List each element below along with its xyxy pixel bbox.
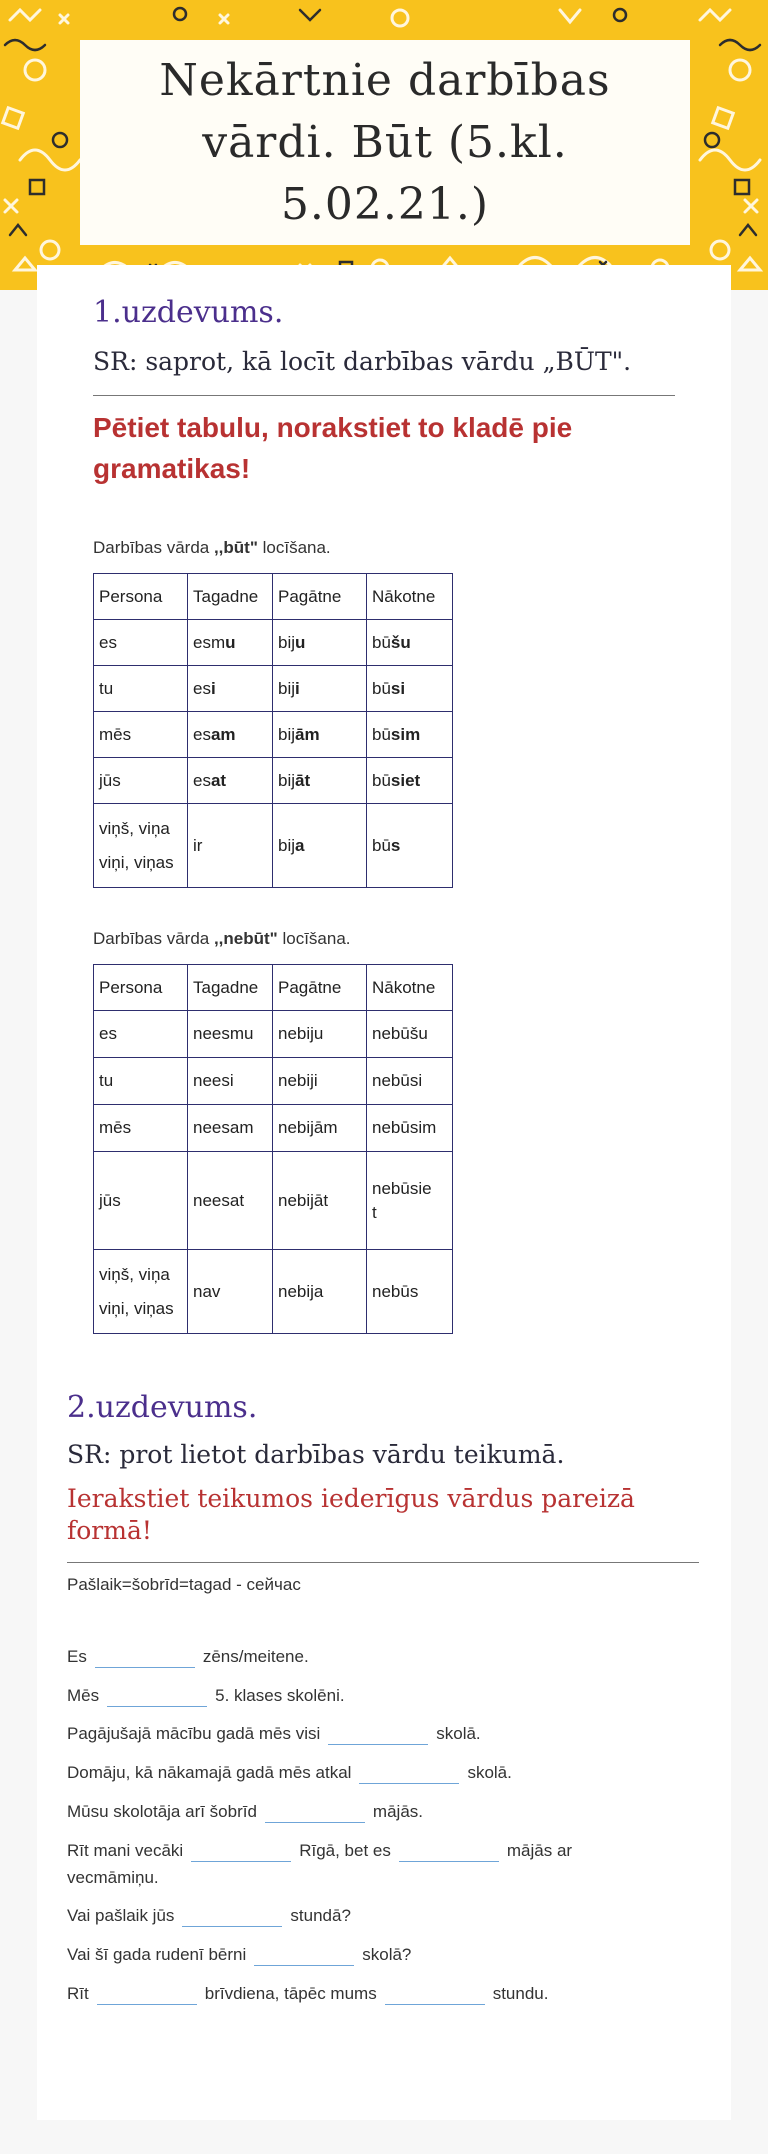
task2-instruction: Ierakstiet teikumos iederīgus vārdus pareizā formā! [67, 1484, 635, 1545]
cell-tagadne: neesmu [188, 1011, 273, 1058]
header-pagatne: Pagātne [273, 574, 367, 620]
cell-tagadne: neesam [188, 1105, 273, 1152]
answer-blank[interactable] [95, 1648, 195, 1668]
task1-instruction: Pētiet tabulu, norakstiet to kladē pie gramatikas! [93, 412, 573, 484]
cell-pagatne: bijāt [273, 758, 367, 804]
cell-nakotne: būs [367, 804, 453, 888]
cell-nakotne: nebūs [367, 1250, 453, 1334]
cell-persona: mēs [94, 1105, 188, 1152]
sentence-1: Es zēns/meitene. [67, 1647, 309, 1666]
sentence-5: Mūsu skolotāja arī šobrīd mājās. [67, 1802, 423, 1821]
header-pagatne: Pagātne [273, 965, 367, 1011]
answer-blank[interactable] [265, 1803, 365, 1823]
answer-blank[interactable] [182, 1907, 282, 1927]
answer-blank[interactable] [191, 1842, 291, 1862]
cell-nakotne: būsim [367, 712, 453, 758]
cell-pagatne: bijām [273, 712, 367, 758]
hint-text: Pašlaik=šobrīd=tagad - сейчас [67, 1575, 301, 1594]
header-nakotne: Nākotne [367, 965, 453, 1011]
table-header-row [94, 574, 453, 620]
sentence-2: Mēs 5. klases skolēni. [67, 1686, 345, 1705]
table-row [94, 758, 453, 804]
answer-blank[interactable] [385, 1985, 485, 2005]
cell-nakotne: būšu [367, 620, 453, 666]
cell-nakotne: būsiet [367, 758, 453, 804]
cell-persona: jūs [94, 758, 188, 804]
page-title: Nekārtnie darbības vārdi. Būt (5.kl. 5.02.21.) [159, 54, 611, 230]
header-nakotne: Nākotne [367, 574, 453, 620]
table-header-row [94, 965, 453, 1011]
cell-tagadne: ir [188, 804, 273, 888]
cell-pagatne: nebija [273, 1250, 367, 1334]
sentence-9: Rīt brīvdiena, tāpēc mums stundu. [67, 1984, 549, 2003]
cell-persona: es [94, 1011, 188, 1058]
task2-sr: SR: prot lietot darbības vārdu teikumā. [67, 1440, 565, 1469]
cell-pagatne: nebiji [273, 1058, 367, 1105]
header-persona: Persona [94, 574, 188, 620]
cell-persona: viņš, viņa viņi, viņas [94, 1250, 188, 1334]
content-card [37, 265, 731, 2120]
cell-pagatne: biju [273, 620, 367, 666]
answer-blank[interactable] [97, 1985, 197, 2005]
cell-persona: es [94, 620, 188, 666]
sentence-8: Vai šī gada rudenī bērni skolā? [67, 1945, 412, 1964]
answer-blank[interactable] [359, 1764, 459, 1784]
table-row [94, 620, 453, 666]
task1-sr: SR: saprot, kā locīt darbības vārdu „BŪT". [93, 347, 632, 376]
cell-tagadne: esi [188, 666, 273, 712]
cell-tagadne: nav [188, 1250, 273, 1334]
divider [93, 395, 675, 396]
table-row [94, 1152, 453, 1250]
sentence-3: Pagājušajā mācību gadā mēs visi skolā. [67, 1724, 481, 1743]
table-nebut [93, 964, 453, 1334]
cell-nakotne: nebūsie t [367, 1152, 453, 1250]
sentence-6: Rīt mani vecāki Rīgā, bet es mājās ar [67, 1841, 573, 1860]
table-row [94, 712, 453, 758]
cell-tagadne: esmu [188, 620, 273, 666]
cell-pagatne: bija [273, 804, 367, 888]
cell-tagadne: neesat [188, 1152, 273, 1250]
cell-tagadne: esat [188, 758, 273, 804]
table-row [94, 1058, 453, 1105]
cell-persona: viņš, viņa viņi, viņas [94, 804, 188, 888]
cell-nakotne: nebūsim [367, 1105, 453, 1152]
answer-blank[interactable] [254, 1946, 354, 1966]
cell-nakotne: būsi [367, 666, 453, 712]
header-banner [0, 0, 768, 290]
divider [67, 1562, 699, 1563]
cell-pagatne: nebijām [273, 1105, 367, 1152]
header-tagadne: Tagadne [188, 965, 273, 1011]
cell-tagadne: neesi [188, 1058, 273, 1105]
cell-persona: jūs [94, 1152, 188, 1250]
cell-pagatne: nebiju [273, 1011, 367, 1058]
sentence-7: Vai pašlaik jūs stundā? [67, 1906, 351, 1925]
task2-heading: 2.uzdevums. [67, 1390, 258, 1425]
answer-blank[interactable] [399, 1842, 499, 1862]
table-row [94, 1250, 453, 1334]
table-row [94, 1105, 453, 1152]
answer-blank[interactable] [328, 1725, 428, 1745]
table-row [94, 804, 453, 888]
table-row [94, 666, 453, 712]
task1-heading: 1.uzdevums. [93, 295, 284, 330]
header-persona: Persona [94, 965, 188, 1011]
header-tagadne: Tagadne [188, 574, 273, 620]
table-but [93, 573, 453, 888]
title-card [80, 40, 690, 245]
sentence-4: Domāju, kā nākamajā gadā mēs atkal skolā. [67, 1763, 512, 1782]
cell-pagatne: biji [273, 666, 367, 712]
cell-tagadne: esam [188, 712, 273, 758]
answer-blank[interactable] [107, 1687, 207, 1707]
table2-caption: Darbības vārda ,,nebūt" locīšana. [93, 929, 351, 948]
cell-persona: mēs [94, 712, 188, 758]
cell-persona: tu [94, 1058, 188, 1105]
sentence-6-cont: vecmāmiņu. [67, 1868, 159, 1887]
table-row [94, 1011, 453, 1058]
cell-nakotne: nebūsi [367, 1058, 453, 1105]
cell-pagatne: nebijāt [273, 1152, 367, 1250]
cell-nakotne: nebūšu [367, 1011, 453, 1058]
table1-caption: Darbības vārda ,,būt" locīšana. [93, 538, 331, 557]
cell-persona: tu [94, 666, 188, 712]
